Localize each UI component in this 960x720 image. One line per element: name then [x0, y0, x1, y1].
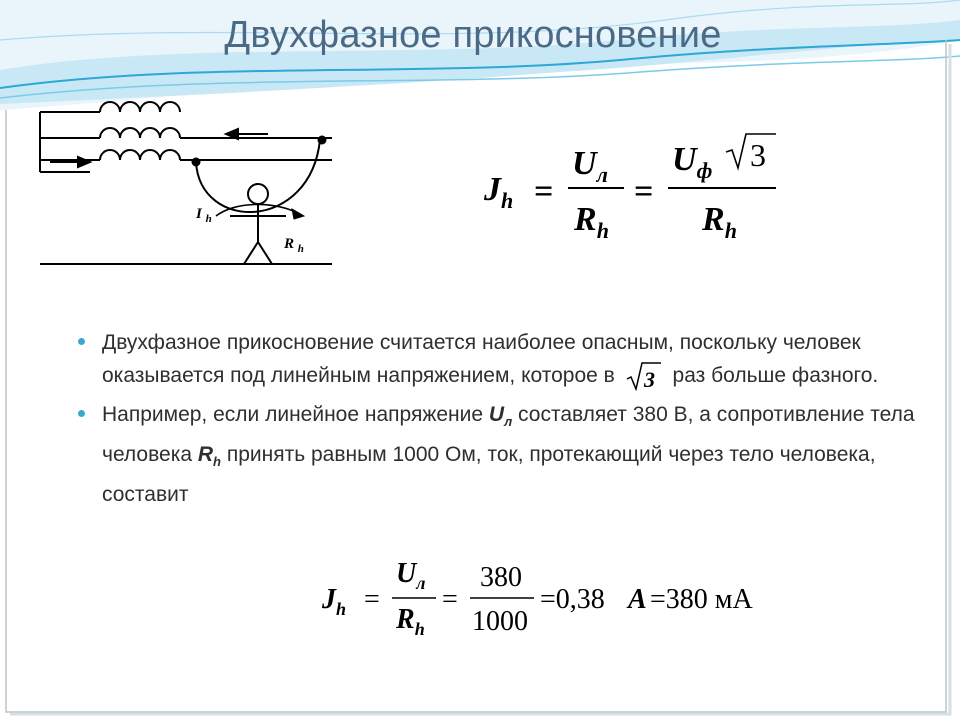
- ft-den1: R: [574, 201, 597, 238]
- svg-text:Jh: [321, 584, 346, 619]
- ft-num2-sub: ф: [696, 158, 713, 183]
- person-leg-left: [244, 242, 258, 264]
- coil-2: [100, 128, 180, 138]
- svg-text:Jh: [483, 171, 513, 213]
- label-current: I: [196, 206, 202, 222]
- bullet-list: [78, 326, 918, 511]
- bullet-2-u-sub: л: [504, 414, 513, 430]
- bullet-2-text-a: Например, если линейное напряжение: [102, 403, 484, 426]
- contact-dot-1: [319, 137, 326, 144]
- fb-num1-sub: л: [416, 573, 426, 593]
- formula-top: [476, 130, 796, 250]
- arrow-right-head: [78, 157, 90, 167]
- ft-eq-1: =: [534, 173, 554, 210]
- fb-lhs: J: [322, 584, 336, 615]
- current-arrow-head: [292, 209, 304, 219]
- svg-text:I h: [195, 206, 212, 225]
- svg-text:Rh: [701, 201, 737, 243]
- bullet-item-2: [78, 398, 918, 511]
- svg-text:Uф: [672, 141, 712, 183]
- current-path-arc: [196, 140, 320, 212]
- ft-den1-sub: h: [596, 218, 609, 243]
- bullet-2-r: R: [197, 443, 214, 467]
- coil-1: [100, 102, 180, 112]
- fb-den1: R: [396, 604, 415, 635]
- fb-result: =0,38: [540, 584, 605, 615]
- svg-text:Uл: [396, 558, 425, 593]
- person-head: [248, 184, 268, 204]
- coil-3: [100, 150, 180, 160]
- bullet-dot: [78, 410, 85, 417]
- contact-dot-2: [193, 159, 200, 166]
- circuit-diagram: [30, 92, 340, 278]
- label-resistance-sub: h: [297, 243, 304, 255]
- slide-title: Двухфазное прикосновение: [224, 14, 722, 56]
- bullet-2-text-c: принять равным 1000 Ом, ток, протекающий через тело человека, составит: [102, 443, 876, 507]
- bullet-2-u: U: [488, 403, 505, 426]
- ft-lhs-sub: h: [501, 188, 514, 213]
- svg-text:R h: [283, 236, 304, 255]
- ft-den2-sub: h: [724, 218, 737, 243]
- fb-lhs-sub: h: [336, 599, 347, 619]
- ft-num2-root: 3: [750, 137, 766, 173]
- bullet-1-text-a: Двухфазное прикосновение считается наиболее опасным, поскольку человек оказывается под линейным напряжением, которое в: [102, 331, 861, 387]
- sqrt-three-inline: [625, 361, 663, 391]
- formula-bottom: [318, 556, 798, 646]
- fb-num2: 380: [480, 562, 522, 593]
- bullet-dot: [78, 338, 85, 345]
- ft-num1-sub: л: [596, 162, 608, 187]
- fb-den2: 1000: [472, 606, 528, 637]
- svg-text:Rh: [573, 201, 609, 243]
- fb-num1: U: [396, 558, 417, 589]
- svg-text:Uл: [572, 145, 608, 187]
- ft-den2: R: [702, 201, 725, 238]
- fb-eq-1: =: [364, 584, 380, 615]
- ft-num2: U: [672, 141, 697, 178]
- bullet-1-text-b: раз больше фазного.: [672, 364, 879, 387]
- bullet-2-r-sub: h: [213, 454, 221, 470]
- ft-num1: U: [572, 145, 597, 182]
- label-resistance: R: [284, 236, 295, 252]
- fb-result-2: =380 мА: [650, 584, 753, 615]
- label-current-sub: h: [205, 213, 212, 225]
- bullet-1-root: 3: [643, 367, 655, 392]
- ft-lhs: J: [484, 171, 501, 208]
- fb-unit-a: A: [628, 584, 647, 615]
- person-leg-right: [258, 242, 272, 264]
- ft-eq-2: =: [634, 173, 654, 210]
- fb-den1-sub: h: [414, 619, 425, 639]
- fb-eq-2: =: [442, 584, 458, 615]
- bullet-2-text-b: составляет 380 В, а сопротивление тела человека: [102, 403, 915, 467]
- svg-text:Rh: [395, 604, 425, 639]
- bullet-item-1: [78, 326, 918, 392]
